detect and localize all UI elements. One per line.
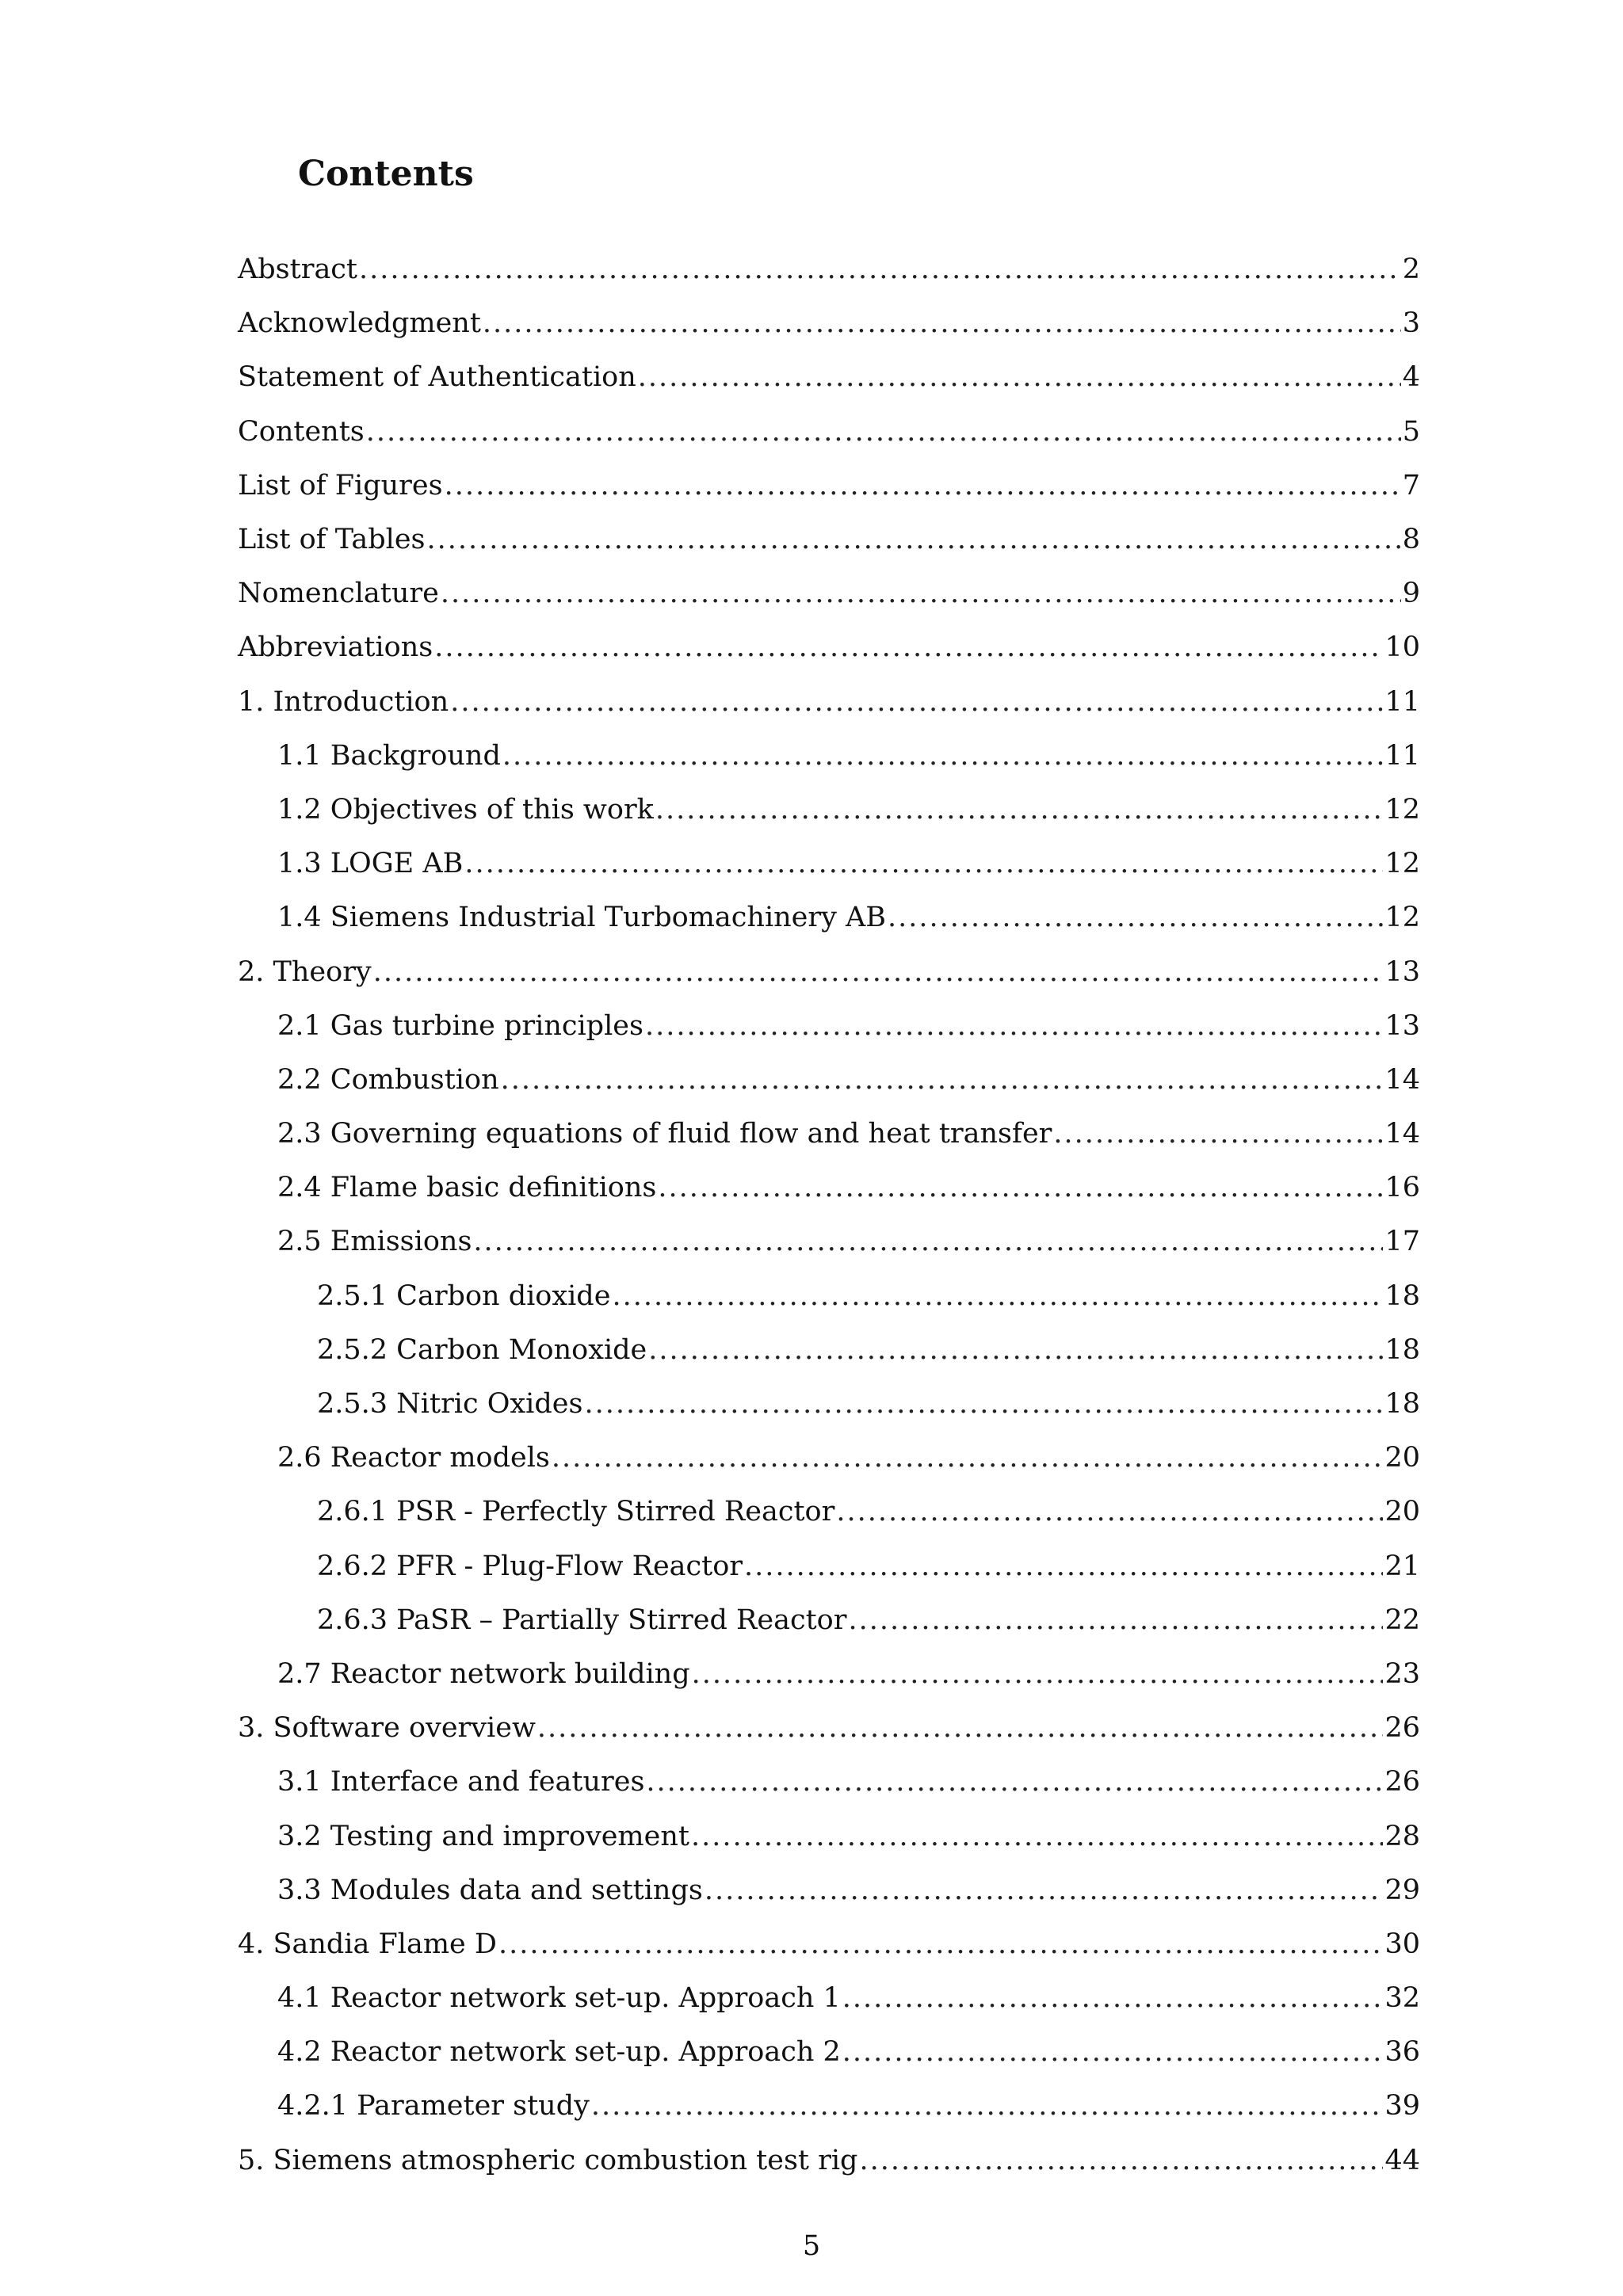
dot-leader bbox=[842, 2036, 1384, 2068]
toc-entry[interactable] bbox=[238, 1485, 1420, 1539]
toc-entry-title: 2.6 Reactor models bbox=[277, 1442, 550, 1474]
toc-entry[interactable] bbox=[238, 1323, 1420, 1377]
toc-entry[interactable] bbox=[238, 1107, 1420, 1161]
dot-leader bbox=[888, 902, 1383, 933]
toc-entry[interactable] bbox=[238, 2079, 1420, 2133]
toc-entry[interactable] bbox=[238, 350, 1420, 404]
toc-entry[interactable] bbox=[238, 999, 1420, 1053]
toc-entry[interactable] bbox=[238, 1971, 1420, 2025]
toc-entry-page-number: 23 bbox=[1384, 1657, 1420, 1690]
toc-entry-title: Contents bbox=[238, 415, 365, 448]
toc-entry[interactable] bbox=[238, 513, 1420, 566]
dot-leader bbox=[502, 740, 1384, 772]
dot-leader bbox=[450, 686, 1383, 718]
toc-entry[interactable] bbox=[238, 1053, 1420, 1107]
toc-entry-title: 2.2 Combustion bbox=[277, 1063, 499, 1096]
toc-entry[interactable] bbox=[238, 1863, 1420, 1917]
toc-entry-page-number: 21 bbox=[1384, 1550, 1420, 1582]
toc-entry[interactable] bbox=[238, 891, 1420, 944]
toc-entry-title: 1.2 Objectives of this work bbox=[277, 793, 654, 826]
toc-entry-page-number: 18 bbox=[1384, 1333, 1420, 1366]
toc-entry-title: 2.7 Reactor network building bbox=[277, 1657, 690, 1690]
toc-entry-page-number: 26 bbox=[1384, 1712, 1420, 1745]
toc-entry-page-number: 32 bbox=[1384, 1982, 1420, 2015]
toc-entry-page-number: 12 bbox=[1384, 848, 1420, 880]
toc-entry-title: 2.6.2 PFR - Plug-Flow Reactor bbox=[317, 1550, 743, 1582]
toc-entry-title: 2. Theory bbox=[238, 955, 372, 988]
toc-entry[interactable] bbox=[238, 1377, 1420, 1431]
dot-leader bbox=[373, 956, 1384, 988]
toc-entry-page-number: 10 bbox=[1384, 631, 1420, 664]
toc-entry[interactable] bbox=[238, 837, 1420, 891]
dot-leader bbox=[638, 361, 1401, 393]
dot-leader bbox=[473, 1226, 1383, 1257]
dot-leader bbox=[646, 1766, 1383, 1798]
toc-entry-title: 2.6.1 PSR - Perfectly Stirred Reactor bbox=[317, 1496, 835, 1528]
toc-entry[interactable] bbox=[238, 1701, 1420, 1755]
dot-leader bbox=[1053, 1118, 1383, 1150]
dot-leader bbox=[584, 1388, 1383, 1420]
dot-leader bbox=[645, 1010, 1383, 1042]
toc-entry-page-number: 13 bbox=[1384, 955, 1420, 988]
dot-leader bbox=[501, 1064, 1384, 1096]
toc-entry[interactable] bbox=[238, 1161, 1420, 1215]
toc-entry-title: 2.4 Flame basic definitions bbox=[277, 1172, 657, 1204]
toc-entry-title: 1.1 Background bbox=[277, 739, 501, 772]
toc-entry-page-number: 39 bbox=[1384, 2090, 1420, 2122]
dot-leader bbox=[359, 254, 1401, 285]
toc-entry-title: 5. Siemens atmospheric combustion test rig bbox=[238, 2144, 858, 2176]
toc-entry-title: 2.1 Gas turbine principles bbox=[277, 1009, 643, 1042]
toc-entry[interactable] bbox=[238, 242, 1420, 296]
toc-entry[interactable] bbox=[238, 729, 1420, 783]
toc-entry-title: 4.1 Reactor network set-up. Approach 1 bbox=[277, 1982, 841, 2015]
toc-entry[interactable] bbox=[238, 1269, 1420, 1323]
toc-entry-title: 2.5.3 Nitric Oxides bbox=[317, 1388, 583, 1421]
toc-entry-title: Abbreviations bbox=[238, 631, 433, 664]
toc-entry-page-number: 8 bbox=[1402, 524, 1420, 556]
toc-entry[interactable] bbox=[238, 1431, 1420, 1485]
toc-entry-page-number: 7 bbox=[1402, 469, 1420, 502]
toc-entry-page-number: 12 bbox=[1384, 902, 1420, 934]
toc-entry-title: Statement of Authentication bbox=[238, 361, 636, 394]
toc-entry-page-number: 17 bbox=[1384, 1226, 1420, 1258]
toc-entry-page-number: 12 bbox=[1384, 793, 1420, 826]
toc-entry-title: 3.1 Interface and features bbox=[277, 1766, 645, 1798]
dot-leader bbox=[705, 1875, 1384, 1906]
toc-entry[interactable] bbox=[238, 296, 1420, 350]
toc-entry[interactable] bbox=[238, 1755, 1420, 1809]
table-of-contents bbox=[238, 242, 1420, 2187]
toc-entry-title: 3. Software overview bbox=[238, 1712, 536, 1745]
toc-entry-title: 4.2 Reactor network set-up. Approach 2 bbox=[277, 2036, 841, 2069]
dot-leader bbox=[445, 470, 1401, 502]
toc-entry-page-number: 20 bbox=[1384, 1442, 1420, 1474]
toc-entry[interactable] bbox=[238, 2134, 1420, 2187]
dot-leader bbox=[691, 1821, 1384, 1852]
dot-leader bbox=[591, 2090, 1384, 2122]
toc-entry-title: 2.5.1 Carbon dioxide bbox=[317, 1280, 611, 1312]
toc-entry-page-number: 16 bbox=[1384, 1172, 1420, 1204]
toc-entry-page-number: 36 bbox=[1384, 2036, 1420, 2069]
toc-entry[interactable] bbox=[238, 1593, 1420, 1647]
toc-entry[interactable] bbox=[238, 1215, 1420, 1268]
dot-leader bbox=[744, 1550, 1383, 1582]
toc-entry-page-number: 22 bbox=[1384, 1604, 1420, 1636]
page-title: Contents bbox=[298, 154, 474, 194]
dot-leader bbox=[434, 631, 1383, 663]
dot-leader bbox=[655, 794, 1384, 826]
toc-entry-title: List of Figures bbox=[238, 469, 443, 502]
toc-entry-page-number: 9 bbox=[1402, 578, 1420, 610]
toc-entry-title: 1.3 LOGE AB bbox=[277, 848, 464, 880]
dot-leader bbox=[859, 2145, 1383, 2176]
toc-entry-title: 4.2.1 Parameter study bbox=[277, 2090, 590, 2122]
page-number: 5 bbox=[802, 2230, 821, 2262]
toc-entry-page-number: 11 bbox=[1384, 685, 1420, 718]
toc-entry[interactable] bbox=[238, 944, 1420, 998]
dot-leader bbox=[498, 1928, 1384, 1960]
toc-entry-title: 2.5.2 Carbon Monoxide bbox=[317, 1333, 647, 1366]
toc-entry-page-number: 44 bbox=[1384, 2144, 1420, 2176]
toc-entry[interactable] bbox=[238, 675, 1420, 729]
dot-leader bbox=[537, 1712, 1384, 1744]
toc-entry-title: 2.3 Governing equations of fluid flow and heat transfer bbox=[277, 1118, 1052, 1150]
toc-entry-page-number: 29 bbox=[1384, 1874, 1420, 1906]
toc-entry-title: 2.5 Emissions bbox=[277, 1226, 472, 1258]
dot-leader bbox=[842, 1982, 1384, 2014]
toc-entry-page-number: 4 bbox=[1402, 361, 1420, 394]
toc-entry[interactable] bbox=[238, 620, 1420, 674]
toc-entry-title: 1.4 Siemens Industrial Turbomachinery AB bbox=[277, 902, 887, 934]
toc-entry-page-number: 20 bbox=[1384, 1496, 1420, 1528]
toc-entry-title: 2.6.3 PaSR – Partially Stirred Reactor bbox=[317, 1604, 847, 1636]
dot-leader bbox=[427, 524, 1401, 555]
toc-entry-page-number: 26 bbox=[1384, 1766, 1420, 1798]
toc-entry-page-number: 13 bbox=[1384, 1009, 1420, 1042]
toc-entry[interactable] bbox=[238, 1647, 1420, 1701]
toc-entry-page-number: 5 bbox=[1402, 415, 1420, 448]
toc-entry-page-number: 18 bbox=[1384, 1388, 1420, 1421]
dot-leader bbox=[848, 1604, 1383, 1636]
dot-leader bbox=[648, 1334, 1383, 1366]
toc-entry-page-number: 2 bbox=[1402, 254, 1420, 286]
toc-entry-page-number: 28 bbox=[1384, 1820, 1420, 1852]
dot-leader bbox=[464, 848, 1383, 879]
toc-entry-title: 4. Sandia Flame D bbox=[238, 1928, 497, 1960]
toc-entry-page-number: 14 bbox=[1384, 1118, 1420, 1150]
toc-entry-title: Nomenclature bbox=[238, 578, 439, 610]
toc-entry-page-number: 30 bbox=[1384, 1928, 1420, 1960]
dot-leader bbox=[692, 1658, 1384, 1690]
dot-leader bbox=[552, 1442, 1384, 1474]
toc-entry-page-number: 3 bbox=[1402, 307, 1420, 340]
toc-entry-title: 1. Introduction bbox=[238, 685, 449, 718]
dot-leader bbox=[612, 1280, 1383, 1312]
toc-entry[interactable] bbox=[238, 1917, 1420, 1971]
toc-entry-title: Abstract bbox=[238, 254, 357, 286]
toc-entry-title: 3.2 Testing and improvement bbox=[277, 1820, 689, 1852]
toc-entry[interactable] bbox=[238, 405, 1420, 459]
dot-leader bbox=[441, 578, 1401, 609]
toc-entry[interactable] bbox=[238, 1539, 1420, 1593]
toc-entry[interactable] bbox=[238, 1809, 1420, 1863]
dot-leader bbox=[836, 1496, 1383, 1527]
toc-entry-title: 3.3 Modules data and settings bbox=[277, 1874, 703, 1906]
dot-leader bbox=[658, 1172, 1383, 1203]
toc-entry-page-number: 14 bbox=[1384, 1063, 1420, 1096]
toc-entry-title: List of Tables bbox=[238, 524, 426, 556]
dot-leader bbox=[483, 307, 1401, 339]
toc-entry-page-number: 11 bbox=[1384, 739, 1420, 772]
toc-entry[interactable] bbox=[238, 2025, 1420, 2079]
toc-entry-title: Acknowledgment bbox=[238, 307, 481, 340]
toc-entry[interactable] bbox=[238, 459, 1420, 513]
toc-entry-page-number: 18 bbox=[1384, 1280, 1420, 1312]
toc-entry[interactable] bbox=[238, 783, 1420, 837]
dot-leader bbox=[366, 416, 1401, 448]
toc-entry[interactable] bbox=[238, 566, 1420, 620]
